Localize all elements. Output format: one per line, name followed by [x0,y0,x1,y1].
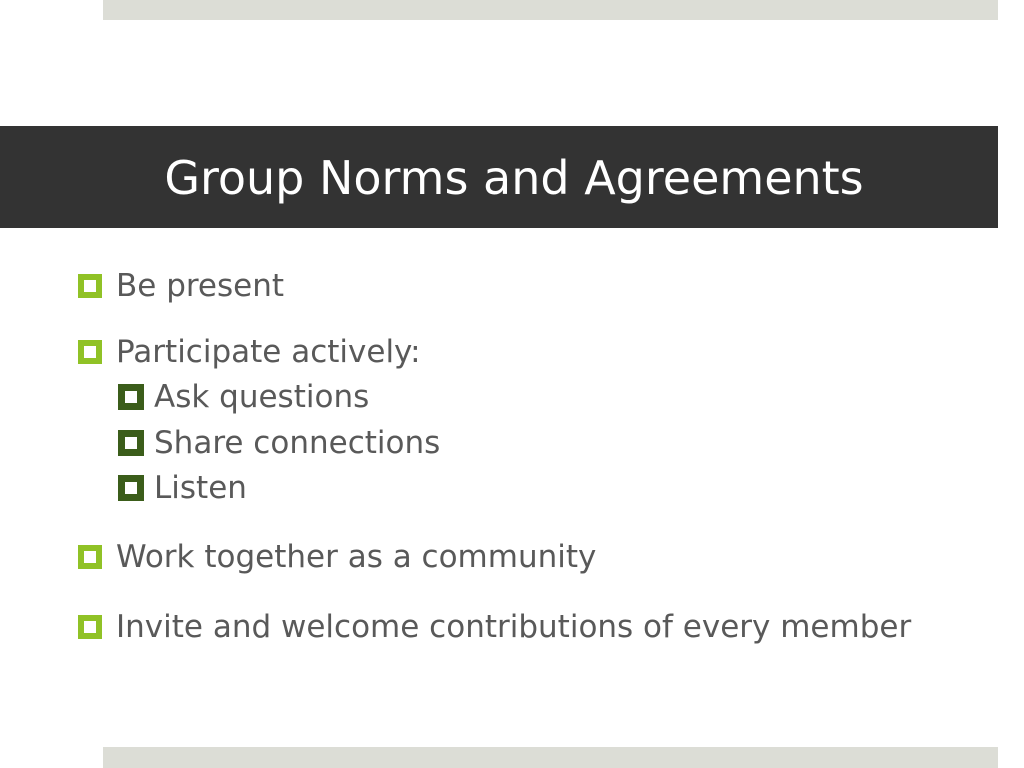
list-item [78,609,911,645]
sub-list-item [118,379,369,415]
list-item [78,539,596,575]
square-bullet-icon [78,545,102,569]
sub-list-item-text: Ask questions [154,379,370,415]
list-item-text: Work together as a community [116,539,597,575]
list-item [78,268,284,304]
square-bullet-icon [118,384,144,410]
sub-list-item-text: Share connections [154,425,441,461]
square-bullet-icon [78,615,102,639]
sub-list-item [118,470,247,506]
square-bullet-icon [78,274,102,298]
square-bullet-icon [118,475,144,501]
list-item-text: Invite and welcome contributions of every member [116,609,912,645]
square-bullet-icon [78,340,102,364]
bottom-decorative-band [103,747,998,768]
list-item [78,334,421,370]
sub-list-item [118,425,440,461]
list-item-text: Be present [116,268,285,304]
slide-title: Group Norms and Agreements [164,151,864,205]
sub-list-item-text: Listen [154,470,247,506]
list-item-text: Participate actively: [116,334,421,370]
square-bullet-icon [118,430,144,456]
